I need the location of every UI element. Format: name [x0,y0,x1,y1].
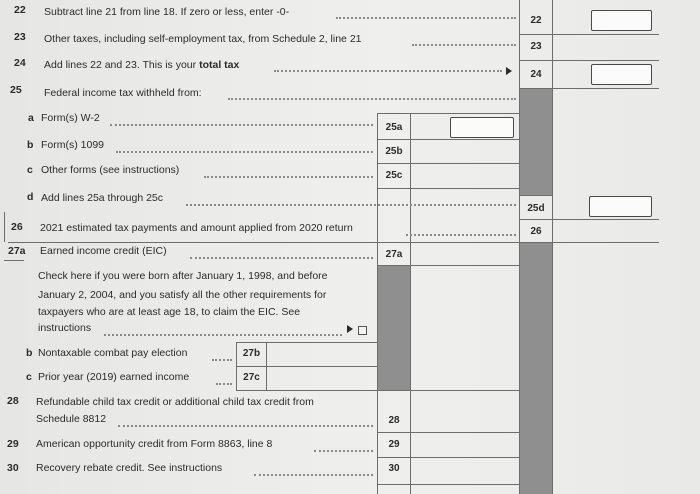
line-24-leader [274,68,502,72]
line-27c-leader [216,381,232,385]
shade-column-right-lower [520,242,552,494]
line-30-number: 30 [7,462,19,474]
line-23-number: 23 [14,31,26,43]
line-25a-leader [110,122,373,126]
rule-h-29 [377,457,520,458]
line-25b-text: Form(s) 1099 [41,139,105,151]
line-25b-leader [116,149,373,153]
line-27b-box-label: 27b [242,348,261,359]
line-25b-box-label: 25b [385,146,403,157]
line-29-box-label: 29 [388,439,400,450]
rule-h-24 [519,88,659,89]
line-26-text: 2021 estimated tax payments and amount applied from 2020 return [40,222,353,234]
line-27a-leader [190,255,373,259]
line-25d-text: Add lines 25a through 25c [41,192,164,204]
line-27a-check-text-2: January 2, 2004, and you satisfy all the other requirements for [38,289,327,301]
line-25d-letter: d [27,191,34,203]
line-27b-leader [212,357,232,361]
rule-h-25b [377,163,520,164]
line-25c-box-label: 25c [385,170,403,181]
line-24-box-label: 24 [530,69,542,80]
line-22-number: 22 [14,4,26,16]
line-25c-text: Other forms (see instructions) [41,164,180,176]
line-25d-leader [186,202,516,206]
line-25a-amount-input[interactable] [450,117,514,138]
line-27c-text: Prior year (2019) earned income [38,371,190,383]
rule-h-27b-top [236,342,377,343]
rule-h-27a-left [4,260,24,261]
line-27a-checkbox[interactable] [358,326,367,335]
shade-column-right [520,89,552,195]
line-28-text-1: Refundable child tax credit or additional child tax credit from [36,396,314,408]
line-24-text [44,59,239,72]
line-24-text-bold: total tax [199,59,240,71]
rule-h-25a [377,139,520,140]
rule-h-26 [8,242,659,243]
line-27a-box-label: 27a [385,249,403,260]
rule-h-22 [519,34,659,35]
rule-v-right-mid [552,0,553,494]
line-22-box-label: 22 [530,15,542,26]
line-23-box-label: 23 [530,41,542,52]
line-27c-box-label: 27c [243,372,260,383]
rule-h-27c [236,390,520,391]
line-25-leader [228,96,516,100]
rule-h-28 [377,432,520,433]
line-25c-letter: c [27,164,33,176]
line-29-leader [314,448,373,452]
rule-h-23 [519,60,659,61]
line-27a-check-leader [104,332,342,336]
rule-h-30 [377,484,520,485]
line-30-text: Recovery rebate credit. See instructions [36,462,223,474]
rule-v-mid-mid [410,113,411,494]
line-26-leader [406,232,516,236]
line-27a-number: 27a [8,245,26,257]
line-27a-check-text-4: instructions [38,322,92,334]
line-25a-box-label: 25a [385,122,403,133]
line-29-text: American opportunity credit from Form 8863, line 8 [36,438,273,450]
line-24-amount-input[interactable] [591,64,652,85]
rule-h-25c [377,188,520,189]
line-27a-check-text-1: Check here if you were born after January 1, 1998, and before [38,270,328,282]
line-26-number: 26 [11,221,23,233]
line-25c-leader [204,174,373,178]
line-22-text: Subtract line 21 from line 18. If zero or less, enter -0- [44,6,290,18]
shade-column-mid [378,265,410,390]
line-23-text: Other taxes, including self-employment tax, from Schedule 2, line 21 [44,33,362,45]
line-29-number: 29 [7,438,19,450]
line-28-text-2: Schedule 8812 [36,413,107,425]
line-27a-arrow-icon [347,325,353,333]
line-26-box-label: 26 [530,226,542,237]
line-27c-letter: c [26,371,32,383]
line-22-leader [336,15,516,19]
line-27b-text: Nontaxable combat pay election [38,347,188,359]
line-25-text: Federal income tax withheld from: [44,87,202,99]
line-28-box-label: 28 [388,415,400,426]
line-25d-box-label: 25d [527,203,545,214]
line-24-text-pre: Add lines 22 and 23. This is your [44,59,200,71]
line-30-leader [254,472,373,476]
line-25-number: 25 [10,84,22,96]
line-25a-letter: a [28,112,34,124]
line-24-arrow-icon [506,67,512,75]
rule-h-25a-top [377,113,520,114]
rule-h-25d-top [519,195,552,196]
line-25d-amount-input[interactable] [589,196,652,217]
line-25a-text: Form(s) W-2 [41,112,100,124]
line-27a-check-text-3: taxpayers who are at least age 18, to claim the EIC. See [38,306,301,318]
rule-h-27a [377,265,520,266]
line-30-box-label: 30 [388,463,400,474]
line-27a-text: Earned income credit (EIC) [40,245,167,257]
rule-v-left-margin [4,212,5,242]
line-24-number: 24 [14,57,26,69]
line-28-leader [118,423,373,427]
line-23-leader [412,42,516,46]
rule-h-25d [519,219,659,220]
line-28-number: 28 [7,395,19,407]
line-25b-letter: b [27,139,34,151]
line-27b-letter: b [26,347,33,359]
line-22-amount-input[interactable] [591,10,652,31]
rule-h-27b [236,366,377,367]
